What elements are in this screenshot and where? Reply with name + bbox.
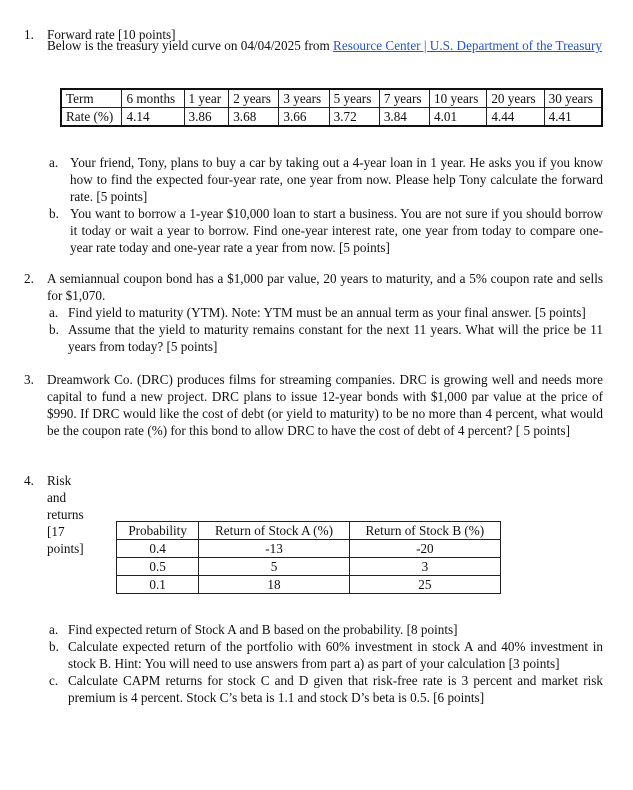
yield-header-cell: 6 months <box>122 89 184 108</box>
risk-cell: -20 <box>349 540 500 558</box>
risk-returns-table <box>116 521 501 594</box>
question-1-intro-text: Below is the treasury yield curve on 04/04/2025 from <box>47 38 330 53</box>
part-label: a. <box>49 155 59 170</box>
yield-header-cell: Term <box>61 89 122 108</box>
yield-rate-cell: 3.84 <box>379 108 429 127</box>
yield-rate-cell: 4.01 <box>430 108 487 127</box>
yield-rate-cell: 4.44 <box>487 108 544 127</box>
yield-header-cell: 2 years <box>229 89 279 108</box>
yield-header-cell: 3 years <box>279 89 329 108</box>
question-2-number: 2. <box>24 271 34 286</box>
part-text: Find expected return of Stock A and B based on the probability. [8 points] <box>68 622 458 637</box>
yield-header-cell: 7 years <box>379 89 429 108</box>
risk-cell: 18 <box>199 576 349 594</box>
yield-header-cell: 1 year <box>184 89 229 108</box>
question-3-text: Dreamwork Co. (DRC) produces films for streaming companies. DRC is growing well and needs more capital to fund a new project. DRC plans to issue 12-year bonds with $1,000 par value at the price of $990. If DRC would like the cost of debt (or yield to maturity) to be no more than 4 percent, what would be the coupon rate (%) for this bond to allow DRC to have the cost of debt of 4 percent? [ 5 points] <box>47 372 603 438</box>
yield-curve-table <box>60 88 603 127</box>
risk-row <box>117 576 501 594</box>
risk-cell: 0.1 <box>117 576 199 594</box>
yield-header-cell: 10 years <box>430 89 487 108</box>
part-label: a. <box>49 622 59 637</box>
risk-row <box>117 540 501 558</box>
part-text: Your friend, Tony, plans to buy a car by taking out a 4-year loan in 1 year. He asks you if you know how to find the expected four-year rate, one year from now. Please help Tony calculate the forward rate. [5 points] <box>70 155 603 204</box>
yield-rate-cell: 3.86 <box>184 108 229 127</box>
part-text: Assume that the yield to maturity remains constant for the next 11 years. What will the price be 11 years from today? [5 points] <box>68 322 603 354</box>
part-label: b. <box>49 639 59 654</box>
risk-cell: 0.4 <box>117 540 199 558</box>
risk-cell: 25 <box>349 576 500 594</box>
question-1-intro <box>47 37 603 54</box>
part-label: c. <box>49 673 59 688</box>
risk-cell: -13 <box>199 540 349 558</box>
part-text: Calculate CAPM returns for stock C and D given that risk-free rate is 3 percent and market risk premium is 4 percent. Stock C’s beta is 1.1 and stock D’s beta is 0.5. [6 points] <box>68 673 603 705</box>
yield-rate-cell: 3.66 <box>279 108 329 127</box>
part-text: Find yield to maturity (YTM). Note: YTM must be an annual term as your final answer. [5 points] <box>68 305 586 320</box>
part-label: a. <box>49 305 59 320</box>
part-label: b. <box>49 322 59 337</box>
yield-rate-row <box>61 108 602 127</box>
yield-rate-cell: 4.14 <box>122 108 184 127</box>
question-1 <box>0 0 633 255</box>
risk-header-cell: Probability <box>117 522 199 540</box>
question-2-text: A semiannual coupon bond has a $1,000 par value, 20 years to maturity, and a 5% coupon rate and sells for $1,070. <box>47 271 603 303</box>
risk-row <box>117 558 501 576</box>
yield-header-row <box>61 89 602 108</box>
question-3-number: 3. <box>24 372 34 387</box>
yield-rate-cell: 3.72 <box>329 108 379 127</box>
risk-header-row <box>117 522 501 540</box>
yield-rate-cell: 4.41 <box>544 108 602 127</box>
yield-header-cell: 20 years <box>487 89 544 108</box>
part-label: b. <box>49 206 59 221</box>
yield-rate-cell: 3.68 <box>229 108 279 127</box>
part-text: Calculate expected return of the portfolio with 60% investment in stock A and 40% investment in stock B. Hint: You will need to use answers from part a) as part of your calculation [3 points] <box>68 639 603 671</box>
question-1-number: 1. <box>24 27 34 42</box>
yield-header-cell: 5 years <box>329 89 379 108</box>
risk-cell: 0.5 <box>117 558 199 576</box>
treasury-resource-link[interactable]: Resource Center | U.S. Department of the Treasury <box>333 38 602 53</box>
question-4-number: 4. <box>24 473 34 488</box>
question-4-title: Risk and returns [17 points] <box>47 473 84 556</box>
part-text: You want to borrow a 1-year $10,000 loan to start a business. You are not sure if you should borrow it today or wait a year to borrow. Find one-year interest rate, one year from today to compare one-year rate today and one-year rate a year from now. [5 points] <box>70 206 603 255</box>
question-1-title: Forward rate [10 points] <box>47 27 176 42</box>
risk-cell: 3 <box>349 558 500 576</box>
risk-header-cell: Return of Stock B (%) <box>349 522 500 540</box>
yield-rate-label: Rate (%) <box>61 108 122 127</box>
risk-cell: 5 <box>199 558 349 576</box>
risk-header-cell: Return of Stock A (%) <box>199 522 349 540</box>
yield-header-cell: 30 years <box>544 89 602 108</box>
